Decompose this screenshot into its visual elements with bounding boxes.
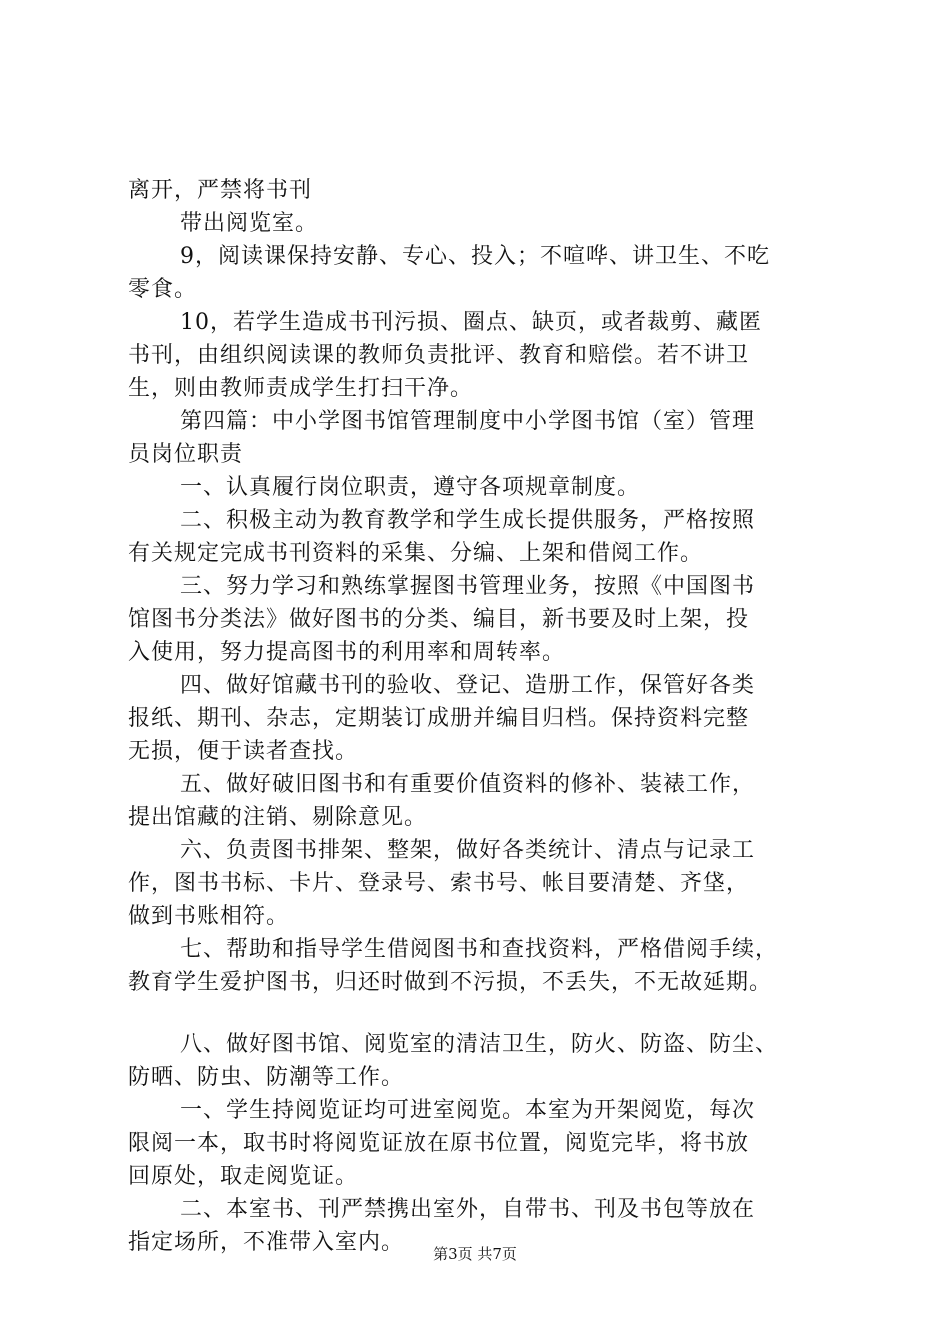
text-line: 八、做好图书馆、阅览室的清洁卫生，防火、防盗、防尘、 [180,1032,779,1057]
text-line: 限阅一本，取书时将阅览证放在原书位置，阅览完毕，将书放 [128,1131,750,1156]
text-line: 9，阅读课保持安静、专心、投入；不喧哗、讲卫生、不吃 [180,244,770,269]
text-line: 报纸、期刊、杂志，定期装订成册并编目归档。保持资料完整 [128,706,750,731]
text-line: 入使用，努力提高图书的利用率和周转率。 [128,640,566,665]
text-line: 做到书账相符。 [128,904,290,929]
text-line: 一、学生持阅览证均可进室阅览。本室为开架阅览，每次 [180,1098,756,1123]
text-line: 无损，便于读者查找。 [128,739,359,764]
text-line: 生，则由教师责成学生打扫干净。 [128,376,474,401]
paragraph-gap [128,999,840,1028]
text-line: 提出馆藏的注销、剔除意见。 [128,805,428,830]
text-line: 回原处，取走阅览证。 [128,1164,359,1189]
text-line: 10，若学生造成书刊污损、圈点、缺页，或者裁剪、藏匿 [180,310,762,335]
text-line: 七、帮助和指导学生借阅图书和查找资料，严格借阅手续， [180,937,779,962]
text-line: 馆图书分类法》做好图书的分类、编目，新书要及时上架，投 [128,607,750,632]
text-line: 带出阅览室。 [180,211,319,236]
text-line: 指定场所，不准带入室内。 [128,1230,405,1255]
section-heading: 第四篇：中小学图书馆管理制度中小学图书馆（室）管理 [180,409,756,434]
text-line: 二、积极主动为教育教学和学生成长提供服务，严格按照 [180,508,756,533]
text-line: 防晒、防虫、防潮等工作。 [128,1065,405,1090]
text-line: 二、本室书、刊严禁携出室外，自带书、刊及书包等放在 [180,1197,756,1222]
text-line: 四、做好馆藏书刊的验收、登记、造册工作，保管好各类 [180,673,756,698]
text-line: 一、认真履行岗位职责，遵守各项规章制度。 [180,475,641,500]
text-line: 六、负责图书排架、整架，做好各类统计、清点与记录工 [180,838,756,863]
text-line: 作，图书书标、卡片、登录号、索书号、帐目要清楚、齐垡， [128,871,750,896]
text-line: 三、努力学习和熟练掌握图书管理业务，按照《中国图书 [180,574,756,599]
document-body [128,174,840,1259]
text-line: 五、做好破旧图书和有重要价值资料的修补、装裱工作， [180,772,756,797]
section-heading: 员岗位职责 [128,442,244,467]
text-line: 书刊，由组织阅读课的教师负责批评、教育和赔偿。若不讲卫 [128,343,750,368]
text-line: 零食。 [128,277,198,302]
page-number-footer: 第3页 共7页 [433,1245,517,1263]
text-line: 有关规定完成书刊资料的采集、分编、上架和借阅工作。 [128,541,704,566]
text-line: 离开，严禁将书刊 [128,178,313,203]
text-line: 教育学生爱护图书，归还时做到不污损，不丢失，不无故延期。 [128,970,773,995]
